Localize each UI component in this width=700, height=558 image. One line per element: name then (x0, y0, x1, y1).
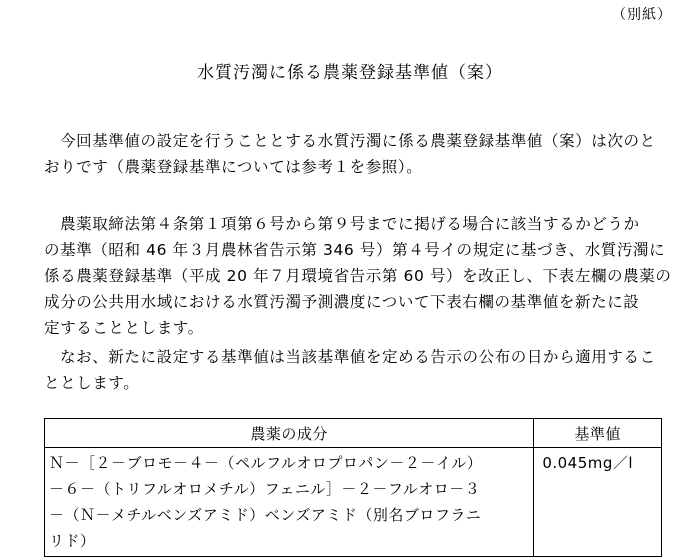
component-line: －６－（トリフルオロメチル）フェニル］－２－フルオロ－３ (49, 480, 481, 498)
component-column-header: 農薬の成分 (45, 419, 534, 448)
paragraph-line: の基準（昭和 46 年３月農林省告示第 346 号）第４号イの規定に基づき、水質汚濁に (44, 241, 666, 259)
paragraph-line: おりです（農薬登録基準については参考１を参照）。 (44, 158, 423, 176)
paragraph-line: ととします。 (44, 374, 140, 392)
intro-paragraph (44, 128, 674, 180)
paragraph-line: 今回基準値の設定を行うこととする水質汚濁に係る農薬登録基準値（案）は次のと (60, 132, 656, 150)
application-date-paragraph (44, 344, 674, 396)
annex-label: （別紙） (612, 7, 672, 23)
legal-basis-paragraph (44, 211, 674, 341)
component-line: －（Ｎ－メチルベンズアミド）ベンズアミド（別名ブロフラニ (49, 506, 482, 524)
paragraph-line: 定することとします。 (44, 319, 204, 337)
paragraph-line: 係る農薬登録基準（平成 20 年７月環境省告示第 60 号）を改正し、下表左欄の農薬の (44, 267, 672, 285)
standard-value-cell: 0.045mg／l (534, 448, 662, 557)
paragraph-line: 成分の公共用水域における水質汚濁予測濃度について下表右欄の基準値を新たに設 (44, 293, 640, 311)
table-row (45, 448, 662, 557)
standard-column-header: 基準値 (534, 419, 662, 448)
paragraph-line: なお、新たに設定する基準値は当該基準値を定める告示の公布の日から適用するこ (60, 348, 656, 366)
document-title: 水質汚濁に係る農薬登録基準値（案） (197, 63, 503, 83)
table-header-row (45, 419, 662, 448)
component-line: リド） (49, 532, 96, 550)
standards-table (44, 418, 662, 557)
paragraph-line: 農薬取締法第４条第１項第６号から第９号までに掲げる場合に該当するかどうか (60, 215, 640, 233)
component-cell (45, 448, 534, 557)
component-line: Ｎ－［２－ブロモ－４－（ペルフルオロプロパン－２－イル） (49, 454, 483, 472)
